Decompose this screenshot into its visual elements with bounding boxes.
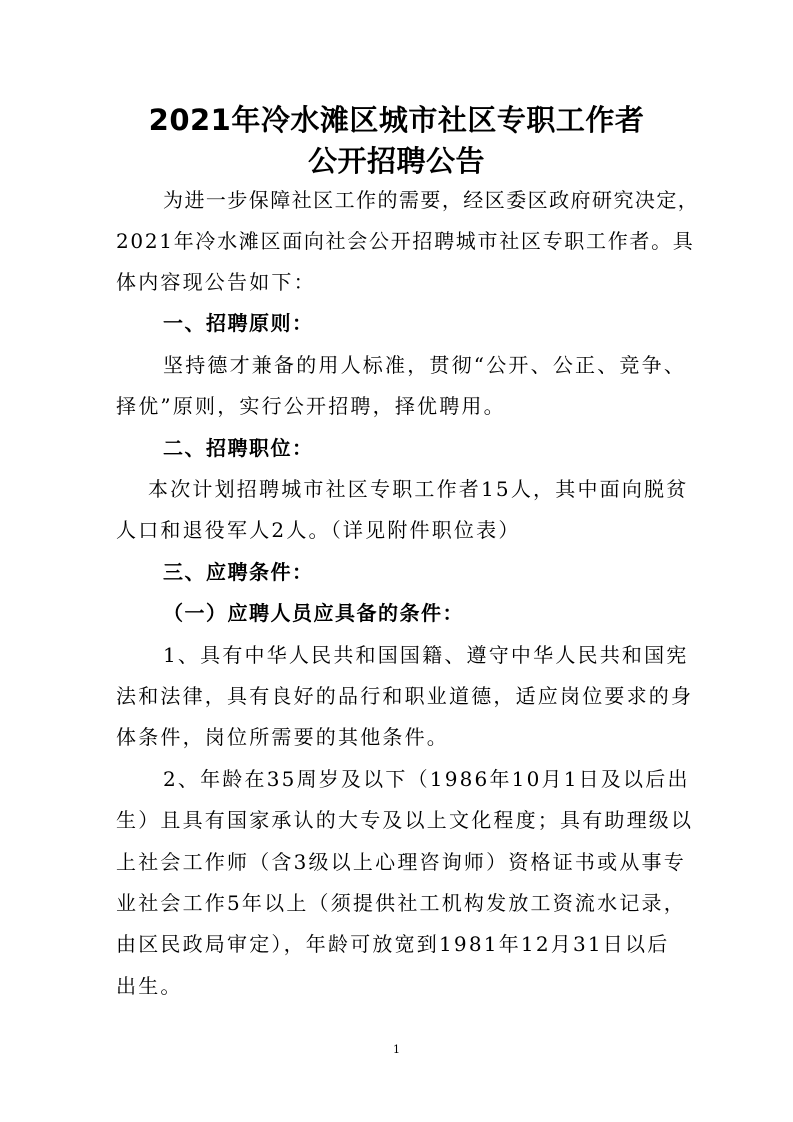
section-heading-principles: 一、招聘原则： <box>163 311 314 335</box>
positions-line-1: 本次计划招聘城市社区专职工作者15人，其中面向脱贫 <box>148 477 689 501</box>
condition-2-line-4: 业社会工作5年以上（须提供社工机构发放工资流水记录， <box>116 891 686 915</box>
subsection-heading-conditions: （一）应聘人员应具备的条件： <box>163 601 464 625</box>
condition-2-line-2: 生）且具有国家承认的大专及以上文化程度；具有助理级以 <box>116 808 694 832</box>
section-heading-requirements: 三、应聘条件： <box>163 560 314 584</box>
condition-2-line-1: 2、年龄在35周岁及以下（1986年10月1日及以后出 <box>163 767 690 791</box>
intro-line-3: 体内容现公告如下： <box>116 270 316 294</box>
condition-2-line-3: 上社会工作师（含3级以上心理咨询师）资格证书或从事专 <box>116 850 686 874</box>
condition-1-line-3: 体条件，岗位所需要的其他条件。 <box>116 725 449 749</box>
document-title-line-1: 2021年冷水滩区城市社区专职工作者 <box>148 103 645 137</box>
section-heading-positions: 二、招聘职位： <box>163 436 314 460</box>
document-title-line-2: 公开招聘公告 <box>307 144 485 178</box>
page-number: 1 <box>393 1043 400 1056</box>
intro-line-1: 为进一步保障社区工作的需要，经区委区政府研究决定， <box>163 188 700 212</box>
positions-line-2: 人口和退役军人2人。（详见附件职位表） <box>116 518 521 542</box>
condition-1-line-2: 法和法律，具有良好的品行和职业道德，适应岗位要求的身 <box>116 684 694 708</box>
condition-1-line-1: 1、具有中华人民共和国国籍、遵守中华人民共和国宪 <box>163 643 689 667</box>
condition-2-line-6: 出生。 <box>116 974 183 998</box>
principles-line-2: 择优”原则，实行公开招聘，择优聘用。 <box>116 394 506 418</box>
intro-line-2: 2021年冷水滩区面向社会公开招聘城市社区专职工作者。具 <box>116 229 695 253</box>
principles-line-1: 坚持德才兼备的用人标准，贯彻“公开、公正、竞争、 <box>163 353 687 377</box>
condition-2-line-5: 由区民政局审定），年龄可放宽到1981年12月31日以后 <box>116 932 670 956</box>
